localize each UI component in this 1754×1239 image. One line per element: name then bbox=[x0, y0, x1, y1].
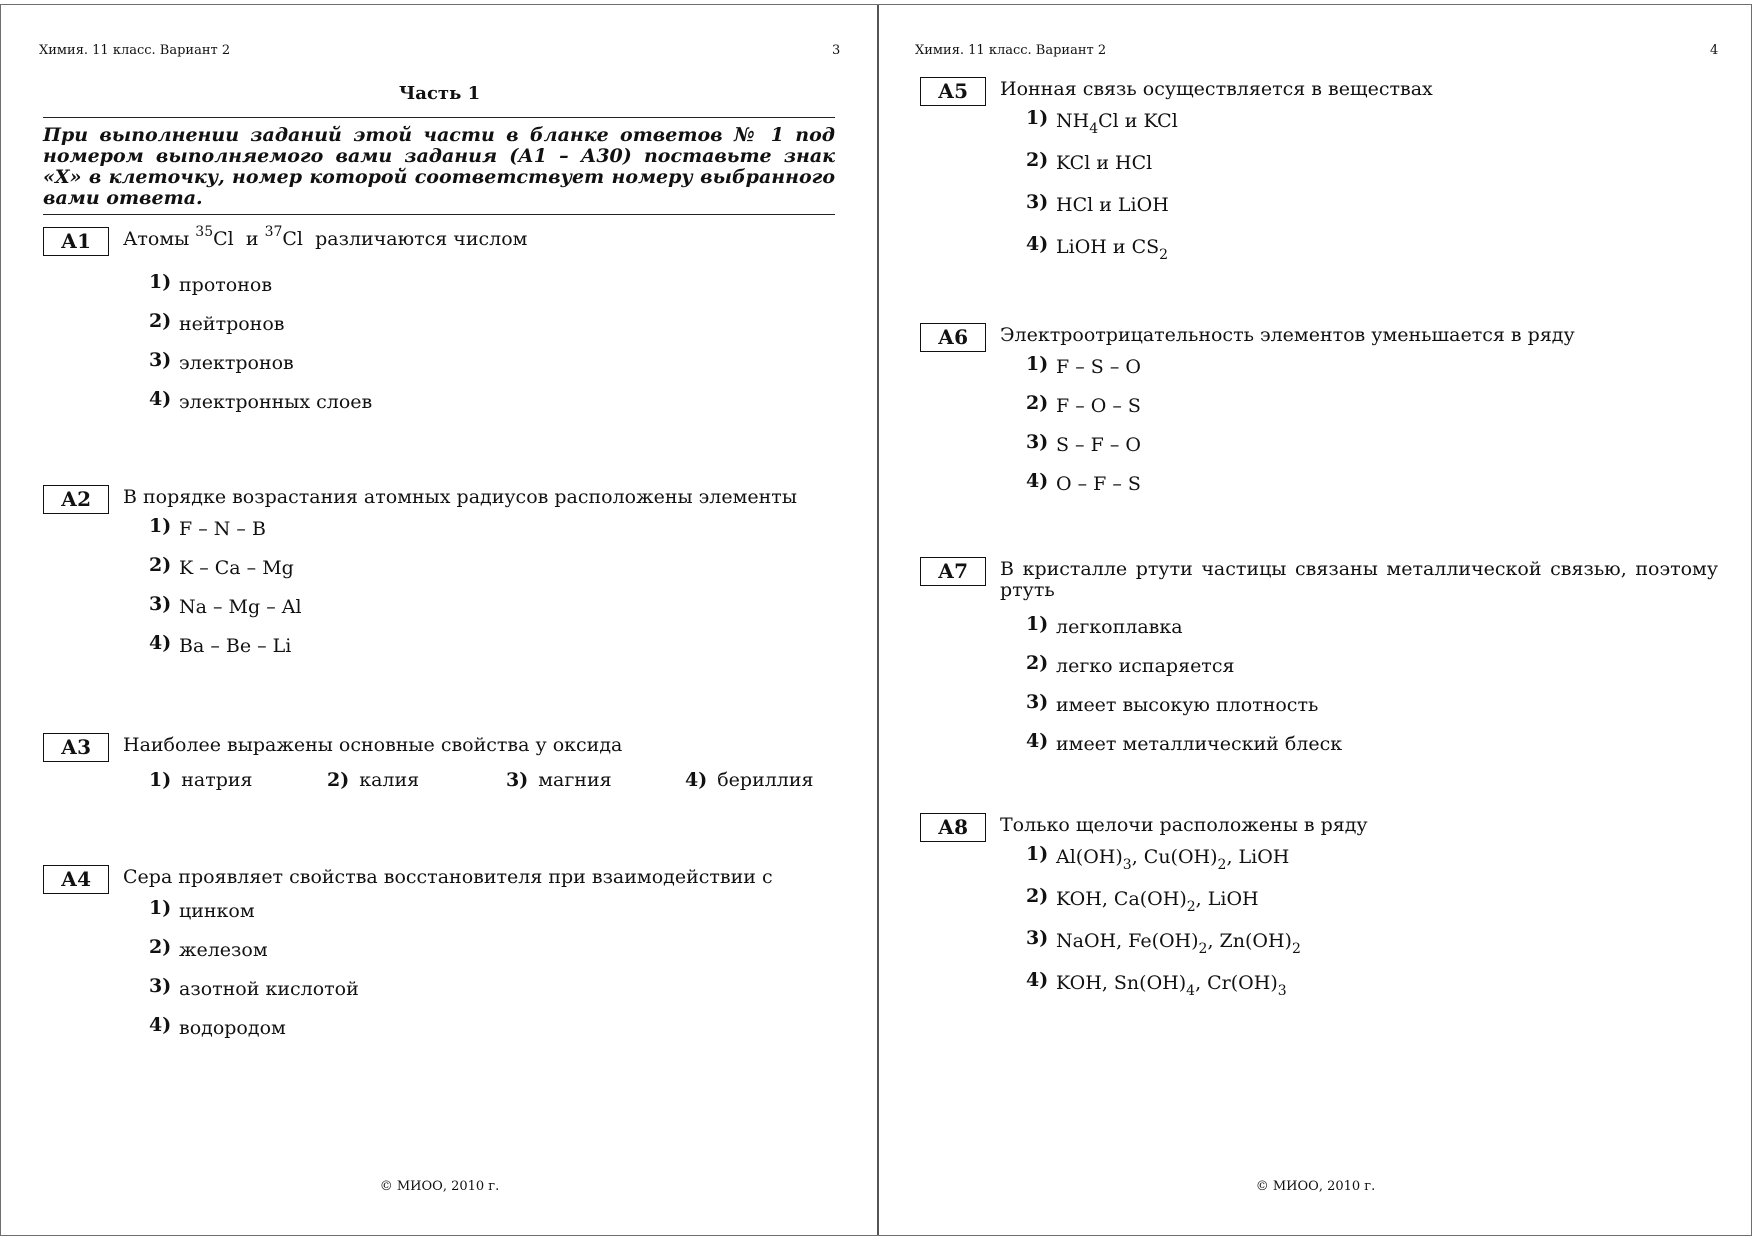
answer-option: 1) натрия bbox=[149, 769, 253, 791]
answer-list bbox=[149, 769, 849, 799]
task-label: А5 bbox=[920, 77, 986, 106]
task-question: Ионная связь осуществляется в веществах bbox=[1000, 78, 1433, 100]
task-question: Наиболее выражены основные свойства у оксида bbox=[123, 734, 623, 756]
task-question: В порядке возрастания атомных радиусов расположены элементы bbox=[123, 486, 797, 508]
task-label: А1 bbox=[43, 227, 109, 256]
task-label: А8 bbox=[920, 813, 986, 842]
page-number: 3 bbox=[832, 43, 841, 58]
running-head: Химия. 11 класс. Вариант 2 bbox=[915, 43, 1107, 58]
task-question: Сера проявляет свойства восстановителя при взаимодействии с bbox=[123, 866, 773, 888]
task-question: Атомы $^{35}$Cl и $^{37}$Cl различаются числом bbox=[123, 224, 528, 250]
instructions: При выполнении заданий этой части в бланке ответов № 1 под номером выполняемого вами задания (А1 – А30) поставьте знак «Х» в клеточку, номер которой соответствует номеру выбранного вами ответа. bbox=[43, 117, 835, 215]
task-label: А3 bbox=[43, 733, 109, 762]
exam-sheet bbox=[0, 4, 1752, 1236]
page-number: 4 bbox=[1710, 43, 1719, 58]
footer: © МИОО, 2010 г. bbox=[379, 1179, 500, 1194]
task-label: А7 bbox=[920, 557, 986, 586]
task-question: В кристалле ртути частицы связаны металлической связью, поэтому ртуть bbox=[1000, 558, 1718, 601]
running-head: Химия. 11 класс. Вариант 2 bbox=[39, 43, 231, 58]
answer-option: 4) бериллия bbox=[685, 769, 814, 791]
left-page: Химия. 11 класс. Вариант 2 3 Часть 1 При выполнении заданий этой части в бланке ответов № 1 под номером выполняемого вами задания (А1 – А30) поставьте знак «Х» в клеточку, номер которой соответствует номеру выбранного вами ответа. А1 Атомы $^{35}$Cl и $^{37}$Cl различаются числом 1) протонов 2) нейтронов 3) электронов 4) электронных слоев А2 В порядке возрастания атомных радиусов расположены элементы 1) F – N – B 2) K – Ca – Mg 3) Na – Mg – Al 4) Ba – Be – Li А3 Наиболее выражены основные свойства у оксида 1) натрия 2) калия 3) магния 4) бериллия А4 Сера проявляет свойства восстановителя при взаимодействии с 1) цинком 2) железом 3) азотной кислотой 4) водородом © МИОО, 2010 г. bbox=[1, 5, 878, 1235]
right-page: Химия. 11 класс. Вариант 2 4 А5 Ионная связь осуществляется в веществах 1) $NH_4Cl$ и KCl 2) KCl и HCl 3) HCl и LiOH 4) LiOH и $CS_2$ А6 Электроотрицательность элементов уменьшается в ряду 1) F – S – O 2) F – O – S 3) S – F – O 4) O – F – S А7 В кристалле ртути частицы связаны металлической связью, поэтому ртуть 1) легкоплавка 2) легко испаряется 3) имеет высокую плотность 4) имеет металлический блеск А8 Только щелочи расположены в ряду 1) $Al(OH)_3$, $Cu(OH)_2$, LiOH 2) KOH, $Ca(OH)_2$, LiOH 3) NaOH, $Fe(OH)_2$, $Zn(OH)_2$ 4) KOH, $Sn(OH)_4$, $Cr(OH)_3$ © МИОО, 2010 г. bbox=[878, 5, 1753, 1235]
answer-option: 2) калия bbox=[327, 769, 420, 791]
footer: © МИОО, 2010 г. bbox=[1255, 1179, 1376, 1194]
answer-option: 3) магния bbox=[506, 769, 612, 791]
task-label: А4 bbox=[43, 865, 109, 894]
task-question: Только щелочи расположены в ряду bbox=[1000, 814, 1368, 836]
part-title: Часть 1 bbox=[398, 83, 481, 104]
task-question: Электроотрицательность элементов уменьшается в ряду bbox=[1000, 324, 1575, 346]
task-label: А6 bbox=[920, 323, 986, 352]
task-label: А2 bbox=[43, 485, 109, 514]
